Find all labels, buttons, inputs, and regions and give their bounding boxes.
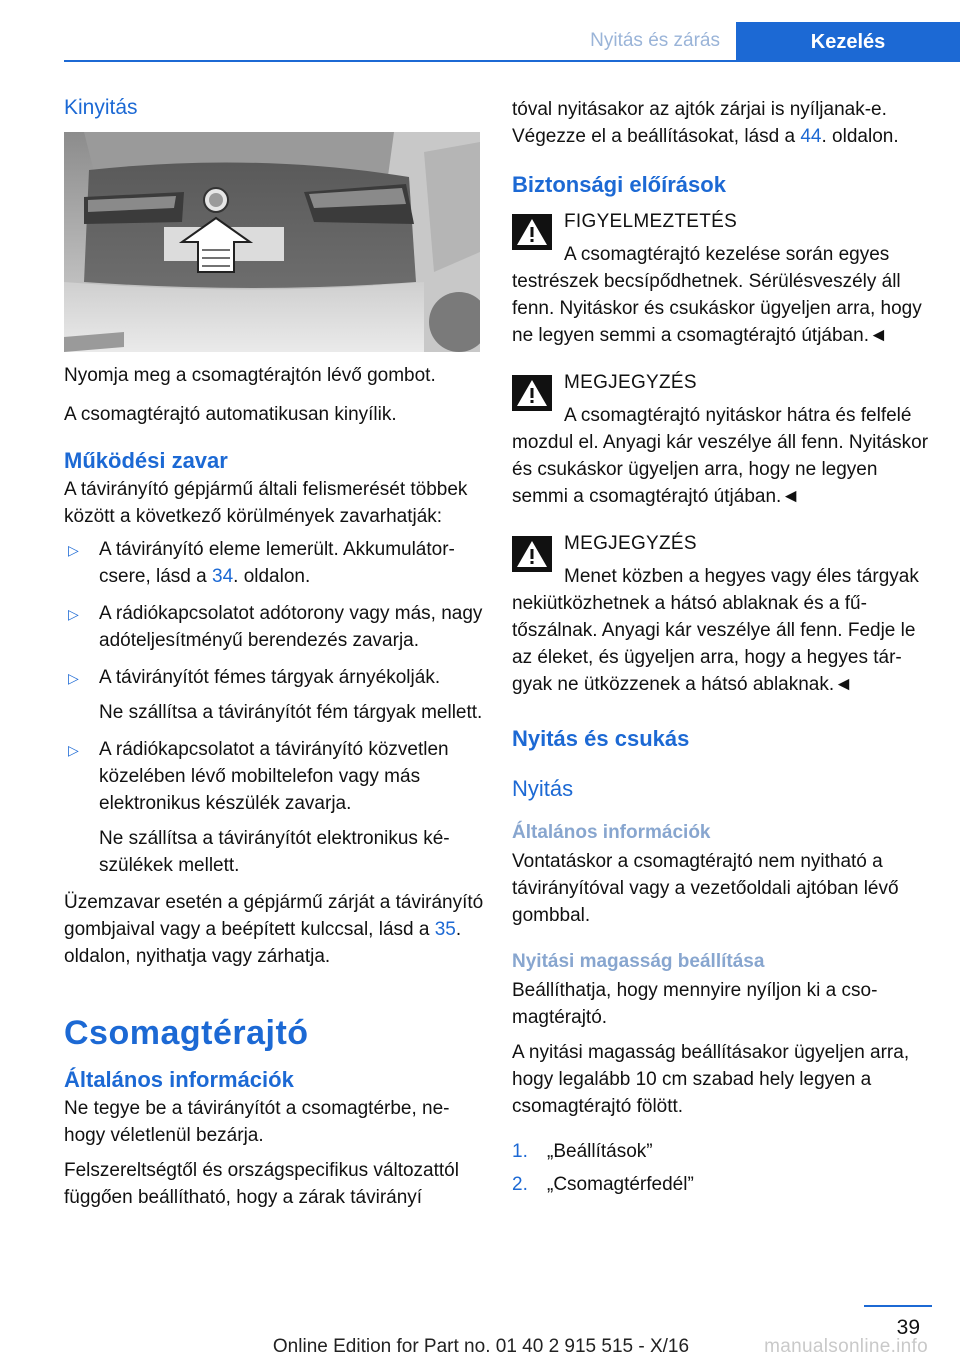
list-item bbox=[64, 736, 484, 879]
settings-steps bbox=[512, 1138, 932, 1198]
list-item bbox=[64, 664, 484, 726]
notice-title: MEGJEGYZÉS bbox=[564, 533, 697, 554]
heading-nyitas-es-csukas: Nyitás és csukás bbox=[512, 726, 690, 751]
warning-body: A csomagtérajtó kezelése során egyes testrészek becsípődhetnek. Sérülésveszély áll fenn. Nyitáskor és csukáskor ügyeljen arra, hogy ne legyen semmi a csomagtérajtó útjában.◄ bbox=[512, 244, 922, 346]
left-column bbox=[64, 96, 484, 1211]
heading-biztonsagi-eloirasok: Biztonsági előírások bbox=[512, 172, 726, 197]
notice-block bbox=[512, 369, 932, 510]
triangle-right-icon: ▷ bbox=[68, 742, 79, 758]
step-number: 2. bbox=[512, 1174, 528, 1195]
triangle-right-icon: ▷ bbox=[68, 670, 79, 686]
list-item-text: A távirányító eleme lemerült. Akkumulátorcsere, lásd a bbox=[99, 539, 455, 587]
page-header bbox=[0, 0, 960, 62]
list-item bbox=[64, 536, 484, 590]
step-number: 1. bbox=[512, 1141, 528, 1162]
page-link-34[interactable]: 34 bbox=[212, 566, 234, 587]
triangle-right-icon: ▷ bbox=[68, 542, 79, 558]
page-number: 39 bbox=[896, 1316, 920, 1339]
heading-mukodesi-zavar: Működési zavar bbox=[64, 448, 228, 473]
list-item-note: Ne szállítsa a távirányítót elektronikus készülékek mellett. bbox=[99, 828, 450, 876]
header-chapter-tab: Kezelés bbox=[736, 22, 960, 62]
heading-altalanos-informaciok-2: Általános információk bbox=[512, 822, 711, 843]
paragraph-taviranyito-intro: A távirányító gépjármű általi felismerését többek között a következő körülmények zavarhatják: bbox=[64, 479, 468, 527]
paragraph-nyitasi-magassag: A nyitási magasság beállításakor ügyeljen arra, hogy legalább 10 cm szabad hely legyen a csomagtérajtó fölött. bbox=[512, 1042, 910, 1117]
heading-nyitas: Nyitás bbox=[512, 776, 574, 801]
warning-block bbox=[512, 208, 932, 349]
list-item-text: A rádiókapcsolatot a távirányító közvetlen közelében lévő mobiltelefon vagy más elektronikus készülék zavarja. bbox=[99, 739, 449, 814]
heading-kinyitas: Kinyitás bbox=[64, 96, 138, 119]
heading-altalanos-informaciok: Általános információk bbox=[64, 1067, 294, 1092]
edition-line: Online Edition for Part no. 01 40 2 915 515 - X/16 bbox=[272, 1336, 690, 1357]
heading-csomagterajto: Csomagtérajtó bbox=[64, 1014, 309, 1052]
paragraph-uzemzavar-text: Üzemzavar esetén a gépjármű zárját a távirányító gombjaival vagy a beépített kulccsal, lásd a bbox=[64, 892, 484, 940]
list-item-text: A távirányítót fémes tárgyak árnyékolják. bbox=[99, 667, 441, 688]
warning-title: FIGYELMEZTETÉS bbox=[564, 211, 738, 232]
list-item-text: A rádiókapcsolatot adótorony vagy más, nagy adóteljesítményű berendezés zavarja. bbox=[99, 603, 483, 651]
notice-title: MEGJEGYZÉS bbox=[564, 372, 697, 393]
paragraph-vontataskor: Vontatáskor a csomagtérajtó nem nyitható a távirányítóval vagy a vezetőoldali ajtóban lévő gombbal. bbox=[512, 851, 899, 926]
notice-block bbox=[512, 530, 932, 698]
warning-triangle-icon bbox=[512, 214, 552, 250]
notice-body: Menet közben a hegyes vagy éles tárgyak nekiütközhetnek a hátsó ablaknak és a fűtőszálnak. Anyagi kár veszélye áll fenn. Fedje le az éleket, és ügyeljen arra, hogy a hegyes tárgyak ne ütközzenek a hátsó ablaknak.◄ bbox=[512, 566, 919, 695]
warning-triangle-icon bbox=[512, 375, 552, 411]
header-section-title: Nyitás és zárás bbox=[590, 30, 720, 51]
list-item bbox=[512, 1171, 932, 1198]
notice-body: A csomagtérajtó nyitáskor hátra és felfelé mozdul el. Anyagi kár veszélye áll fenn. Nyitáskor és csukáskor ügyeljen arra, hogy ne legyen semmi a csomagtérajtó útjában.◄ bbox=[512, 405, 929, 507]
heading-nyitasi-magassag: Nyitási magasság beállítása bbox=[512, 951, 765, 972]
paragraph-continuation-end: . oldalon. bbox=[821, 126, 899, 147]
list-item-text-end: . oldalon. bbox=[233, 566, 311, 587]
list-item bbox=[512, 1138, 932, 1165]
header-rule bbox=[64, 60, 960, 62]
paragraph-continuation bbox=[512, 96, 932, 150]
paragraph-automatikusan: A csomagtérajtó automatikusan kinyílik. bbox=[64, 404, 397, 425]
page-link-35[interactable]: 35 bbox=[434, 919, 456, 940]
footer-rule bbox=[864, 1305, 932, 1307]
right-column bbox=[512, 96, 932, 1204]
list-item-note: Ne szállítsa a távirányítót fém tárgyak mellett. bbox=[99, 702, 483, 723]
tailgate-button-illustration bbox=[64, 132, 480, 352]
malfunction-list bbox=[64, 536, 484, 879]
paragraph-beallithatja: Beállíthatja, hogy mennyire nyíljon ki a csomagtérajtó. bbox=[512, 980, 878, 1028]
step-text: „Csomagtérfedél” bbox=[547, 1174, 694, 1195]
warning-triangle-icon bbox=[512, 536, 552, 572]
paragraph-felszereltseg: Felszereltségtől és országspecifikus változattól függően beállítható, hogy a zárak távirányí bbox=[64, 1160, 459, 1208]
paragraph-uzemzavar-end: . oldalon, nyithatja vagy zárhatja. bbox=[64, 919, 462, 967]
paragraph-uzemzavar bbox=[64, 889, 484, 970]
step-text: „Beállítások” bbox=[547, 1141, 653, 1162]
paragraph-nyomja: Nyomja meg a csomagtérajtón lévő gombot. bbox=[64, 365, 436, 386]
watermark: manualsonline.info bbox=[764, 1336, 928, 1357]
paragraph-ne-tegye: Ne tegye be a távirányítót a csomagtérbe, nehogy véletlenül bezárja. bbox=[64, 1098, 450, 1146]
page-link-44[interactable]: 44 bbox=[800, 126, 822, 147]
triangle-right-icon: ▷ bbox=[68, 606, 79, 622]
list-item bbox=[64, 600, 484, 654]
paragraph-continuation-text: tóval nyitásakor az ajtók zárjai is nyíljanak-e. Végezze el a beállításokat, lásd a bbox=[512, 99, 887, 147]
